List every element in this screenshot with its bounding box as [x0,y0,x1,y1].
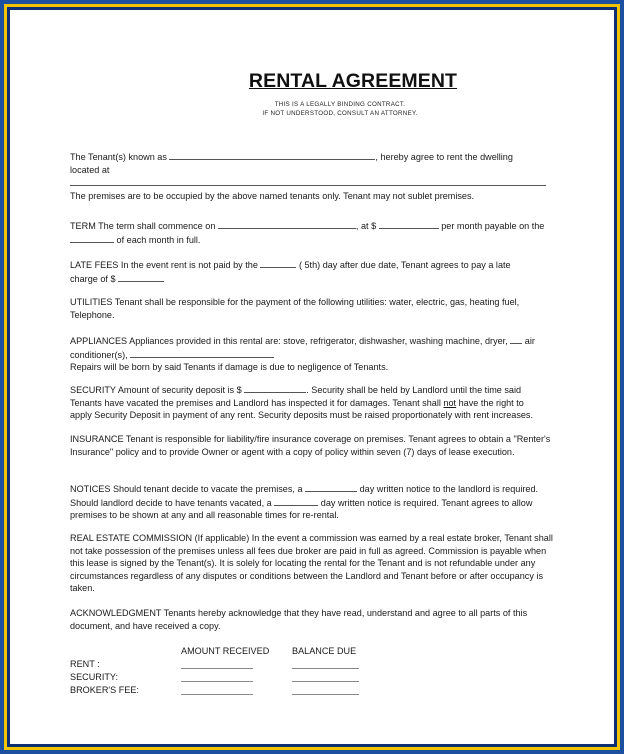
security-deposit-field[interactable] [244,383,306,393]
document-page [10,10,614,744]
term-section: TERM The term shall commence on , at $ per month payable on the of each month in full. [70,221,545,245]
late-charge-field[interactable] [118,272,164,282]
rent-amount-field[interactable] [379,219,439,229]
document-title: RENTAL AGREEMENT [248,70,458,92]
balance-due-header: BALANCE DUE [292,646,357,656]
address-field[interactable] [70,176,546,186]
subtitle-line-1: THIS IS A LEGALLY BINDING CONTRACT. [274,101,406,108]
rent-received-field[interactable] [181,668,253,669]
document-subtitle [180,101,500,118]
subtitle-line-2: IF NOT UNDERSTOOD, CONSULT AN ATTORNEY. [262,109,418,117]
acknowledgment-section: ACKNOWLEDGMENT Tenants hereby acknowledge that they have read, understand and agree to all parts of this document, and have received a copy. [70,608,528,631]
security-balance-field[interactable] [292,681,359,682]
late-day-field[interactable] [260,258,296,268]
security-section: SECURITY Amount of security deposit is $ . Security shall be held by Landlord until the time said Tenants have vacated the premises and Landlord has inspected it for damages. Tenant shall not have the right to apply Security Deposit in payment of any rent. Security deposits must be raised proportionately with rent increases. [70,385,533,421]
tenant-notice-days-field[interactable] [305,482,357,492]
appliances-section: APPLIANCES Appliances provided in this rental are: stove, refrigerator, dishwasher, washing machine, dryer, air conditioner(s), Repairs will be born by said Tenants if damage is due to negligence of Tenants. [70,336,535,373]
intro-paragraph [70,150,562,202]
broker-fee-balance-field[interactable] [292,694,359,695]
security-received-field[interactable] [181,681,253,682]
commission-section: REAL ESTATE COMMISSION (If applicable) In the event a commission was earned by a real estate broker, Tenant shall not take possession of the premises unless all fees due broker are paid in full as agreed. Commission is payable when this lease is signed by the Tenant(s). It is solely for locating the rental for the Tenant and is not refundable under any circumstances regardless of any disputes or conditions between the Landlord and Tenant before or after occupancy is taken. [70,533,553,594]
appliance-extra-field[interactable] [510,334,522,344]
utilities-section: UTILITIES Tenant shall be responsible for the payment of the following utilities: water, electric, gas, heating fuel, Telephone. [70,297,520,320]
intro-line-2: located at [70,164,110,175]
payment-day-field[interactable] [70,233,114,243]
notices-section: NOTICES Should tenant decide to vacate the premises, a day written notice to the landlord is required. Should landlord decide to have tenants vacated, a day written notice is required. Tenant agrees to allow premises to be shown at any and all reasonable times for re-rental. [70,484,539,521]
insurance-section: INSURANCE Tenant is responsible for liability/fire insurance coverage on premises. Tenant agrees to obtain a "Renter's Insurance" policy and to provide Owner or agent with a copy of policy within seven (7) days of lease execution. [70,434,551,457]
amount-received-header: AMOUNT RECEIVED [181,646,270,656]
tenant-name-field[interactable] [169,150,375,160]
late-fees-section: LATE FEES In the event rent is not paid by the ( 5th) day after due date, Tenant agrees to pay a late charge of $ [70,260,511,284]
landlord-notice-days-field[interactable] [274,496,318,506]
row-rent-label: RENT : [70,659,100,669]
term-start-field[interactable] [218,219,356,229]
intro-line-3 [70,176,562,190]
rent-balance-field[interactable] [292,668,359,669]
row-broker-fee-label: BROKER'S FEE: [70,685,139,695]
intro-line-1: The Tenant(s) known as , hereby agree to rent the dwelling [70,152,513,162]
row-security-label: SECURITY: [70,672,119,682]
intro-line-4: The premises are to be occupied by the above named tenants only. Tenant may not sublet premises. [70,190,475,201]
air-conditioner-field[interactable] [130,348,274,358]
broker-fee-received-field[interactable] [181,694,253,695]
